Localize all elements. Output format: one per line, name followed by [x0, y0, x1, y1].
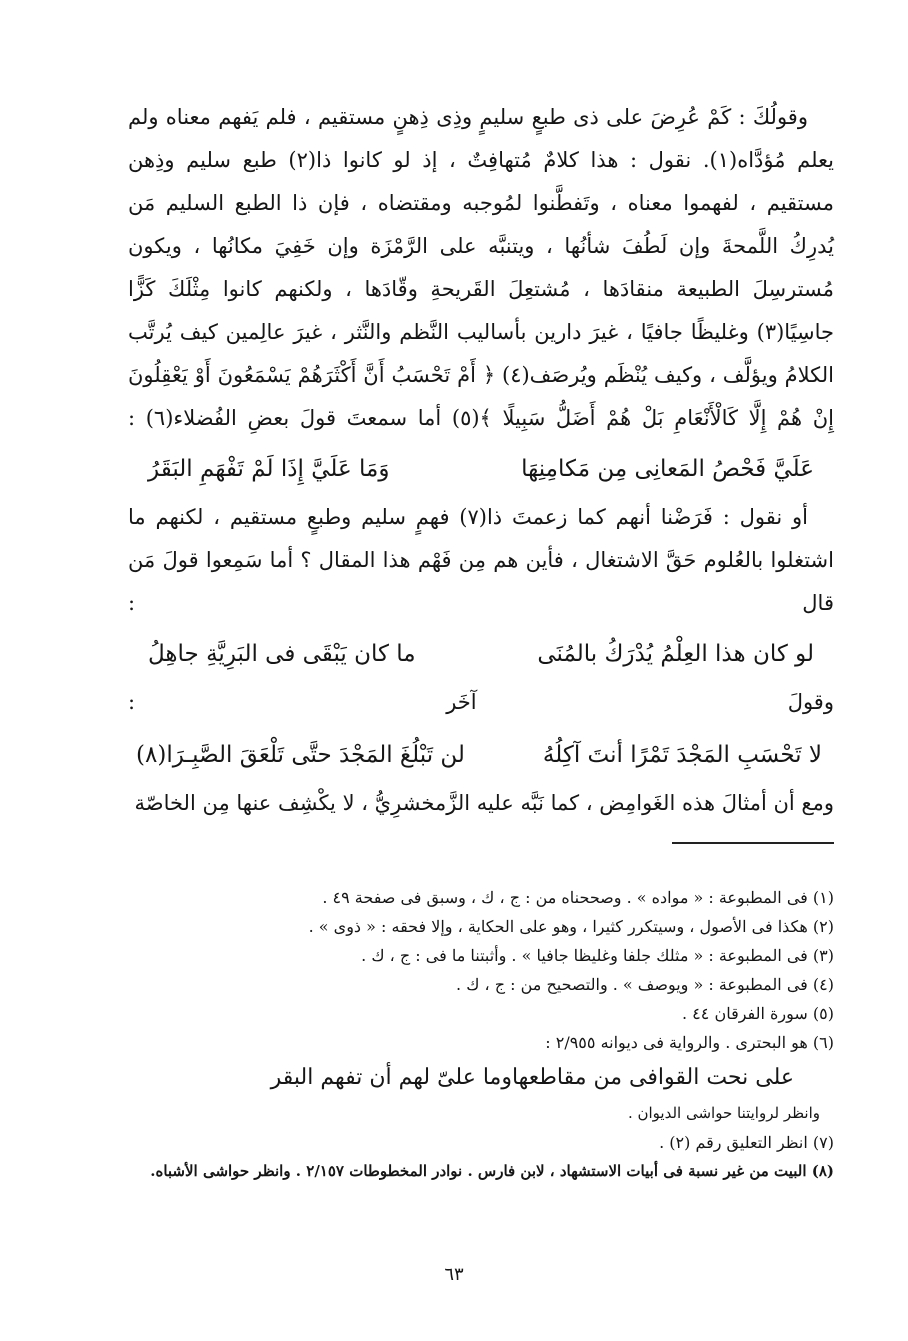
footnote-7: (٧) انظر التعليق رقم (٢) .	[659, 1133, 834, 1152]
verse-1-first-hemistich: عَلَيَّ فَحْصُ المَعانِى مِن مَكامِنِهَا	[521, 456, 814, 482]
footnote-6-note: وانظر لروايتنا حواشى الديوان .	[627, 1104, 820, 1122]
footnote-6-verse	[270, 1057, 794, 1099]
paragraph-3: ومع أن أمثالَ هذه الغَوامِض ، كما نَبَّه عليه الزَّمخشرِيُّ ، لا يكْشِف عنها مِن الخاصّة	[134, 791, 834, 815]
verse-3-second-hemistich: لن تَبْلُغَ المَجْدَ حتَّى تَلْعَقَ الصَّبِـرَا(٨)	[136, 742, 465, 768]
paragraph-1: وقولُكَ : كَمْ عُرِضَ على ذى طبعٍ سليمٍ وذِى ذِهنٍ مستقيم ، فلم يَفهم معناه ولم يعلم مُؤدَّاه(١). نقول : هذا كلامٌ مُتهافِتٌ ، إذ لو كانوا ذا(٢) طبع سليم وذِهن مستقيم ، لفهموا معناه ، وتَفطَّنوا لمُوجبه ومقتضاه ، فإن ذا الطبع السليم مَن يُدرِكُ اللَّمحةَ وإن لَطُفَ شأنُها ، ويتنبَّه على الرَّمْزَة وإن خَفِيَ مكانُها ، ويكون مُسترسِلَ الطبيعة منقادَها ، مُشتعِلَ القَريحةِ وقّادَها ، ولكنهم كانوا مِثْلَكَ كَزًّا جاسِيًا(٣) وغليظًا جافيًا ، غيرَ دارين بأساليب النَّظم والنَّثر ، غيرَ عالِمين كيف يُرتَّب الكلامُ ويؤلَّف ، وكيف يُنْظَم ويُرصَف(٤) ﴿ أَمْ تَحْسَبُ أَنَّ أَكْثَرَهُمْ يَسْمَعُونَ أَوْ يَعْقِلُونَ إِنْ هُمْ إِلَّا كَالْأَنْعَامِ بَلْ هُمْ أَضَلُّ سَبِيلًا ﴾(٥) أما سمعتَ قولَ بعضِ الفُضلاء(٦) :	[128, 105, 834, 430]
verse-3-first-hemistich: لا تَحْسَبِ المَجْدَ تَمْرًا أنتَ آكِلُهُ	[542, 742, 822, 768]
page-number: ٦٣	[444, 1264, 464, 1285]
footnote-8: (٨) البيت من غير نسبة فى أبيات الاستشهاد ، لابن فارس . نوادر المخطوطات ٢/١٥٧ . وانظر حواشى الأشباه.	[150, 1162, 834, 1180]
verse-2-first-hemistich: لو كان هذا العِلْمُ يُدْرَكُ بالمُنَى	[537, 641, 814, 667]
verse-2-second-hemistich: ما كان يَبْقَى فى البَرِيَّةِ جاهِلُ	[148, 641, 416, 667]
main-text	[128, 96, 834, 825]
verse-1	[148, 446, 814, 492]
footnote-5: (٥) سورة الفرقان ٤٤ .	[682, 1004, 834, 1023]
footnote-6-verse-second-hemistich: وما علىّ لهم أن تفهم البقر	[270, 1065, 512, 1090]
verse-1-second-hemistich: وَمَا عَلَيَّ إِذَا لَمْ تَفْهَمِ البَقَرُ	[148, 456, 390, 482]
verse-3	[136, 732, 822, 778]
footnote-separator	[672, 842, 834, 844]
verse-intro-label: وقولَ آخَر :	[128, 690, 834, 714]
verse-2	[148, 631, 814, 677]
footnote-3: (٣) فى المطبوعة : « مثلك جلفا وغليظا جافيا » . وأثبتنا ما فى : ج ، ك .	[361, 946, 834, 965]
footnote-6: (٦) هو البحترى . والرواية فى ديوانه ٢/٩٥٥ :	[545, 1033, 834, 1052]
footnotes	[140, 883, 834, 1186]
paragraph-2: أو نقول : فَرَضْنا أنهم كما زعمتَ ذا(٧) فهمٍ سليم وطبعٍ مستقيم ، لكنهم ما اشتغلوا بالعُلوم حَقَّ الاشتغال ، فأين هم مِن فَهْم هذا المقال ؟ أما سَمِعوا قولَ مَن قال :	[128, 505, 834, 615]
footnote-6-verse-first-hemistich: على نحت القوافى من مقاطعها	[511, 1065, 794, 1090]
footnote-4: (٤) فى المطبوعة : « ويوصف » . والتصحيح من : ج ، ك .	[456, 975, 834, 994]
footnote-2: (٢) هكذا فى الأصول ، وسيتكرر كثيرا ، وهو على الحكاية ، وإلا فحقه : « ذوى » .	[308, 917, 834, 936]
footnote-1: (١) فى المطبوعة : « مواده » . وصححناه من : ج ، ك ، وسبق فى صفحة ٤٩ .	[322, 888, 834, 907]
